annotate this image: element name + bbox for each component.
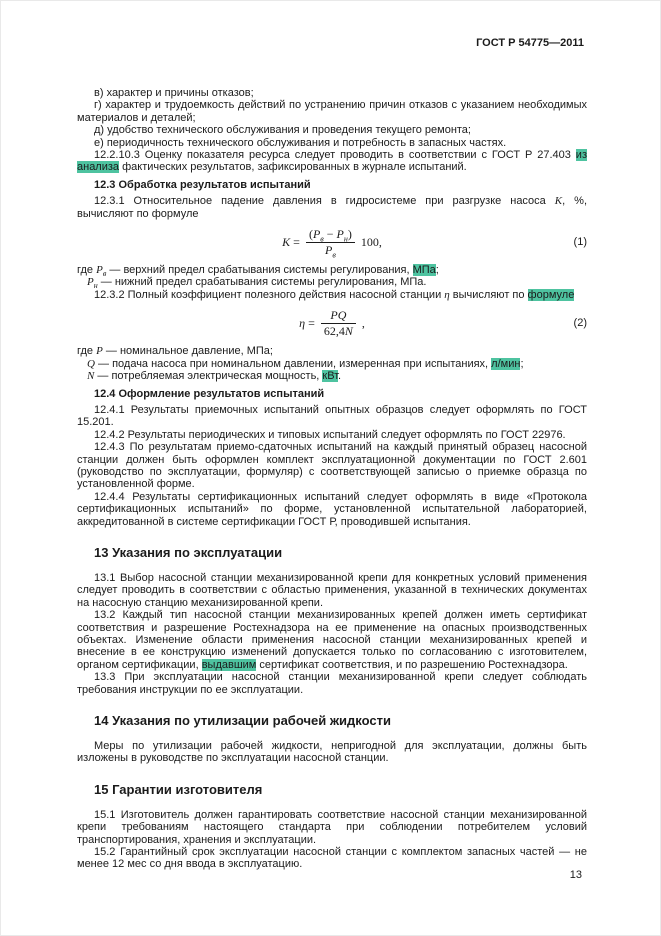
fraction-denominator (306, 242, 355, 259)
text-segment: 12.3.2 Полный коэффициент полезного действия насосной станции (94, 288, 445, 301)
text-segment: — номинальное давление, МПа; (102, 345, 273, 358)
highlight-mark: формуле (527, 288, 575, 301)
text-segment: η (444, 288, 450, 301)
paragraph (77, 609, 587, 671)
paragraph (77, 441, 587, 491)
highlight-mark: кВт (322, 370, 339, 383)
fraction (306, 227, 355, 259)
text-segment: г) характер и трудоемкость действий по устранению причин отказов с указанием необходимых материалов и деталей; (77, 99, 587, 124)
paragraph (77, 404, 587, 429)
text-segment: 12.3.1 Относительное падение давления в гидросистеме при разгрузке насоса (94, 195, 555, 208)
text-segment: P (324, 242, 333, 257)
text-segment: 12.4.2 Результаты периодических и типовых испытаний следует оформлять по ГОСТ 22976. (94, 428, 566, 441)
text-segment: . (338, 370, 342, 383)
text-segment: − (323, 227, 337, 242)
equation-number: (2) (573, 317, 587, 330)
paragraph (77, 195, 587, 220)
text-segment: N (87, 370, 95, 383)
highlight-mark: выдавшим (201, 658, 257, 671)
text-segment: 12.4.4 Результаты сертификационных испытаний следует оформлять в виде «Протокола сертификационных испытаний» по форме, установленной испытательной лабораторией, аккредитованной в системе сертификации ГОСТ Р, проводившей испытания. (77, 490, 587, 528)
text-segment: = (305, 316, 315, 331)
text-segment: — верхний предел срабатывания системы регулирования, (106, 264, 413, 277)
paragraph (77, 491, 587, 528)
text-segment: в (102, 269, 107, 279)
text-segment: — потребляемая электрическая мощность, (94, 370, 323, 383)
text-segment: 13.2 Каждый тип насосной станции механизированных крепей должен иметь сертификат соответствия и разрешение Ростехнадзора на ее применение на опасных производственных объектах. Изменение области применения насосной станции механизированных крепей и внесение в ее конструкцию изменений допускается только по согласованию с изготовителем, органом сертификации, (77, 609, 587, 671)
paragraph (77, 740, 587, 765)
highlight-mark: из анализа (77, 149, 587, 174)
text-segment: в) характер и причины отказов; (94, 87, 254, 99)
doc-code-header: ГОСТ Р 54775—2011 (476, 37, 584, 49)
text-segment: фактических результатов, зафиксированных в журнале испытаний. (119, 161, 467, 174)
where-definition (77, 358, 587, 370)
formula-suffix (362, 317, 365, 329)
where-definition (77, 264, 587, 279)
paragraph (77, 149, 587, 174)
paragraph (77, 671, 587, 696)
text-segment: = (290, 234, 300, 249)
text-segment: 15.1 Изготовитель должен гарантировать соответствие насосной станции механизированной крепи требованиям настоящего стандарта при соблюдении потребителем условий транспортирования, хранения и эксплуатации. (77, 808, 587, 846)
text-segment: где (77, 345, 97, 358)
text-segment: ; (520, 357, 524, 370)
text-segment: н (343, 234, 348, 244)
where-definition (77, 370, 587, 382)
text-segment: K (554, 195, 563, 208)
highlight-mark: МПа (412, 264, 436, 277)
text-segment: 62,4 (323, 323, 345, 338)
text-segment: сертификат соответствия, и по разрешению Ростехнадзора. (256, 658, 568, 671)
paragraph (77, 429, 587, 441)
text-segment: P (87, 276, 94, 289)
text-segment: 12.2.10.3 Оценку показателя ресурса следует проводить в соответствии с ГОСТ Р 27.403 (94, 149, 576, 162)
text-segment: ; (435, 264, 439, 277)
text-segment: Q (87, 357, 95, 370)
formula-body (282, 227, 382, 259)
formula-lhs (299, 317, 315, 329)
section-heading: 12.4 Оформление результатов испытаний (94, 387, 325, 400)
list-item (77, 99, 587, 124)
fraction-denominator (321, 324, 356, 337)
text-segment: η (299, 316, 306, 331)
where-definition (77, 276, 587, 291)
text-segment: K (282, 234, 291, 249)
text-segment: ) (347, 227, 352, 242)
text-segment: е) периодичность технического обслуживания и потребность в запасных частях. (94, 136, 507, 149)
paragraph (77, 809, 587, 846)
text-segment: — нижний предел срабатывания системы регулирования, МПа. (97, 276, 427, 289)
paragraph (77, 572, 587, 609)
text-segment: P (96, 345, 103, 358)
text-segment: где (77, 264, 97, 277)
document-content (77, 87, 587, 871)
text-segment: PQ (330, 308, 347, 323)
paragraph (77, 289, 587, 301)
equation-number: (1) (573, 235, 587, 248)
text-segment: в (320, 234, 324, 244)
formula-lhs (282, 236, 300, 248)
fraction-numerator (321, 309, 356, 323)
text-segment: N (344, 323, 353, 338)
text-segment: , %, вычисляют по формуле (77, 195, 587, 220)
text-segment: ( (308, 227, 313, 242)
formula-2 (77, 307, 587, 339)
section-heading: 12.3 Обработка результатов испытаний (94, 178, 311, 191)
chapter-heading: 14 Указания по утилизации рабочей жидкости (94, 713, 391, 729)
text-segment: P (312, 227, 321, 242)
text-segment: , (361, 316, 365, 331)
text-segment: 13.1 Выбор насосной станции механизированной крепи для конкретных условий применения следует проводить в соответствии с областью применения, указанной в технических документах на насосную станцию механизированной крепи. (77, 571, 587, 609)
formula-body (299, 309, 365, 337)
chapter-heading: 15 Гарантии изготовителя (94, 781, 263, 797)
list-item (77, 124, 587, 136)
fraction-numerator (306, 228, 355, 242)
highlight-mark: л/мин (491, 357, 521, 370)
list-item (77, 137, 587, 149)
text-segment: н (93, 281, 98, 291)
text-segment: в (332, 249, 336, 259)
text-segment: P (336, 227, 344, 242)
fraction (321, 309, 356, 337)
text-segment: 15.2 Гарантийный срок эксплуатации насосной станции с комплектом запасных частей — не менее 12 мес со дня ввода в эксплуатацию. (77, 846, 587, 871)
text-segment: д) удобство технического обслуживания и проведения текущего ремонта; (94, 124, 471, 137)
text-segment: 12.4.1 Результаты приемочных испытаний опытных образцов следует оформлять по ГОСТ 15.201. (77, 403, 587, 429)
chapter-heading: 13 Указания по эксплуатации (94, 544, 283, 560)
where-definition (77, 345, 587, 357)
text-segment: — подача насоса при номинальном давлении, измеренная при испытаниях, (94, 357, 492, 370)
text-segment: Меры по утилизации рабочей жидкости, непригодной для эксплуатации, должны быть изложены в руководстве по эксплуатации насосной станции. (77, 740, 587, 765)
text-segment: 13.3 При эксплуатации насосной станции механизированной крепи следует соблюдать требования инструкции по ее эксплуатации. (77, 671, 587, 696)
text-segment: 100, (360, 234, 382, 249)
text-segment: вычисляют по (449, 288, 528, 301)
text-segment: P (96, 264, 103, 277)
list-item (77, 87, 587, 99)
text-segment: 12.4.3 По результатам приемо-сдаточных испытаний на каждый принятый образец насосной станции должен быть оформлен комплект эксплуатационной документации по ГОСТ 2.601 (руководство по эксплуатации, формуляр) с соответствующей записью о приемке образца по установленной форме. (77, 441, 587, 491)
formula-suffix (361, 236, 382, 248)
formula-1 (77, 226, 587, 258)
paragraph (77, 846, 587, 871)
page-number: 13 (569, 869, 582, 881)
